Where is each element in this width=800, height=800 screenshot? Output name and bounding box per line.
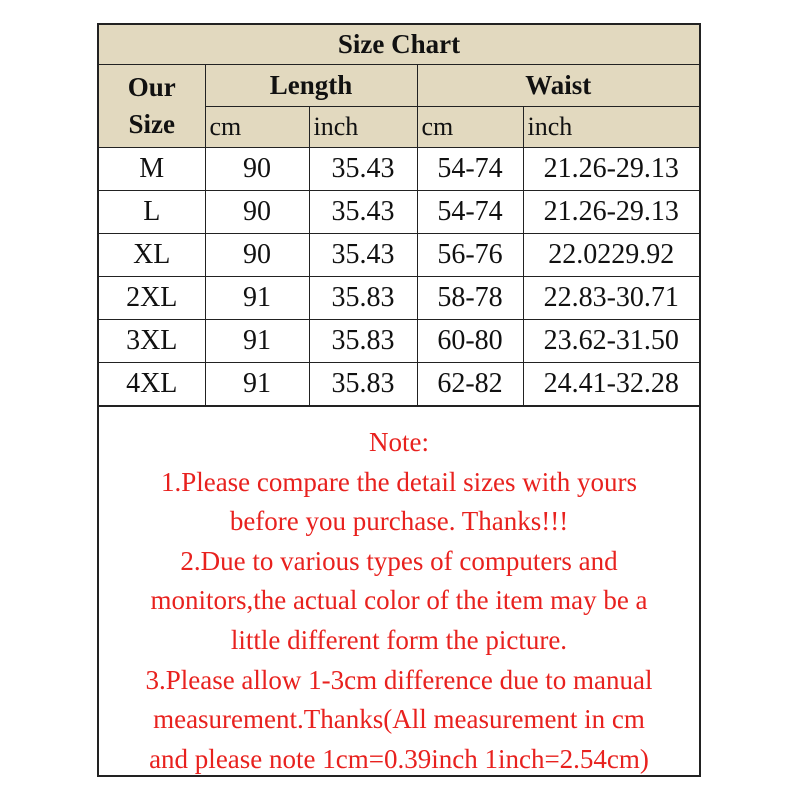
length-cm-cell: 90: [205, 234, 309, 277]
waist-inch-cell: 22.83-30.71: [523, 277, 699, 320]
size-column-header: [99, 65, 205, 148]
length-inch-cell: 35.83: [309, 320, 417, 363]
waist-cm-unit: cm: [417, 107, 523, 148]
waist-cm-cell: 58-78: [417, 277, 523, 320]
waist-cm-cell: 60-80: [417, 320, 523, 363]
size-header-line-2: Size: [128, 109, 175, 139]
waist-cm-cell: 54-74: [417, 191, 523, 234]
note-line: little different form the picture.: [230, 624, 568, 655]
waist-inch-cell: 21.26-29.13: [523, 191, 699, 234]
waist-inch-cell: 21.26-29.13: [523, 148, 699, 191]
length-cm-cell: 91: [205, 320, 309, 363]
table-row: [99, 320, 699, 363]
waist-cm-cell: 62-82: [417, 363, 523, 406]
waist-inch-cell: 22.0229.92: [523, 234, 699, 277]
waist-inch-unit: inch: [523, 107, 699, 148]
note-line: 3.Please allow 1-3cm difference due to manual: [145, 664, 653, 695]
note-line: and please note 1cm=0.39inch 1inch=2.54cm): [149, 743, 649, 774]
note-line: before you purchase. Thanks!!!: [229, 506, 569, 537]
size-table: [99, 25, 699, 406]
length-cm-cell: 90: [205, 148, 309, 191]
size-chart: [97, 23, 701, 777]
length-inch-cell: 35.43: [309, 234, 417, 277]
length-cm-unit: cm: [205, 107, 309, 148]
table-row: [99, 277, 699, 320]
length-inch-cell: 35.43: [309, 148, 417, 191]
size-cell: 2XL: [99, 277, 205, 320]
note-line: measurement.Thanks(All measurement in cm: [153, 704, 645, 735]
size-cell: XL: [99, 234, 205, 277]
header-row: [99, 65, 699, 107]
length-inch-cell: 35.83: [309, 363, 417, 406]
table-row: [99, 234, 699, 277]
length-cm-cell: 91: [205, 363, 309, 406]
length-cm-cell: 90: [205, 191, 309, 234]
waist-inch-cell: 24.41-32.28: [523, 363, 699, 406]
size-cell: 3XL: [99, 320, 205, 363]
waist-cm-cell: 54-74: [417, 148, 523, 191]
size-header-line-1: Our: [127, 72, 176, 102]
note-line: 1.Please compare the detail sizes with yours: [160, 466, 638, 497]
size-cell: L: [99, 191, 205, 234]
chart-title: Size Chart: [99, 25, 699, 65]
length-inch-unit: inch: [309, 107, 417, 148]
length-header: Length: [205, 65, 417, 107]
table-row: [99, 191, 699, 234]
waist-inch-cell: 23.62-31.50: [523, 320, 699, 363]
size-cell: M: [99, 148, 205, 191]
note-line: monitors,the actual color of the item may be a: [150, 585, 648, 616]
note-line: 2.Due to various types of computers and: [180, 545, 618, 576]
notes-section: [99, 406, 699, 779]
waist-cm-cell: 56-76: [417, 234, 523, 277]
note-heading: Note:: [369, 427, 429, 457]
size-cell: 4XL: [99, 363, 205, 406]
table-row: [99, 363, 699, 406]
waist-header: Waist: [417, 65, 699, 107]
length-inch-cell: 35.43: [309, 191, 417, 234]
length-inch-cell: 35.83: [309, 277, 417, 320]
title-row: [99, 25, 699, 65]
length-cm-cell: 91: [205, 277, 309, 320]
table-row: [99, 148, 699, 191]
